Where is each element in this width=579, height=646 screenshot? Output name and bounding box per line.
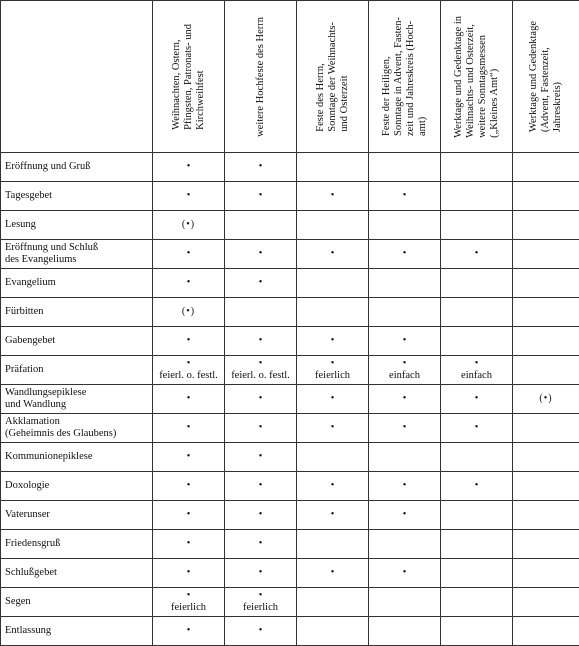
- table-cell: [153, 414, 225, 443]
- cell-mark: •: [403, 480, 407, 491]
- table-cell: [297, 211, 369, 240]
- table-cell: [369, 559, 441, 588]
- cell-mark: •: [187, 509, 191, 520]
- table-cell: [225, 211, 297, 240]
- table-cell: [153, 153, 225, 182]
- table-cell: [441, 211, 513, 240]
- table-row: [1, 588, 579, 617]
- row-label: Segen: [1, 588, 153, 617]
- table-cell: [513, 617, 579, 646]
- table-cell: [225, 588, 297, 617]
- row-label: Kommunionepiklese: [1, 443, 153, 472]
- table-cell: [441, 559, 513, 588]
- cell-note: feierlich: [153, 602, 224, 614]
- cell-mark: •: [475, 422, 479, 433]
- cell-mark: •: [187, 567, 191, 578]
- cell-mark: •: [259, 358, 263, 369]
- row-label: Präfation: [1, 356, 153, 385]
- table-cell: [297, 327, 369, 356]
- table-cell: [225, 617, 297, 646]
- cell-mark: •: [259, 335, 263, 346]
- table-cell: [369, 153, 441, 182]
- table-cell: [369, 472, 441, 501]
- table-cell: [369, 240, 441, 269]
- column-header-text: Werktage und Gedenktage in Weihnachts- und Osterzeit, weitere Sonntagsmessen („Kleines Amt“): [453, 16, 501, 138]
- table-cell: [297, 501, 369, 530]
- cell-mark: •: [403, 422, 407, 433]
- cell-mark: •: [259, 393, 263, 404]
- table-row: [1, 559, 579, 588]
- cell-mark: •: [187, 190, 191, 201]
- table-cell: [441, 588, 513, 617]
- table-cell: [153, 501, 225, 530]
- cell-mark: •: [187, 335, 191, 346]
- cell-mark: (•): [539, 393, 552, 404]
- cell-mark: •: [187, 358, 191, 369]
- table-row: [1, 385, 579, 414]
- cell-mark: •: [259, 480, 263, 491]
- cell-mark: •: [187, 590, 191, 601]
- cell-mark: •: [187, 538, 191, 549]
- table-cell: [441, 530, 513, 559]
- column-header: [369, 1, 441, 153]
- table-row: [1, 443, 579, 472]
- cell-mark: •: [331, 567, 335, 578]
- table-row: [1, 617, 579, 646]
- table-cell: [441, 240, 513, 269]
- table-cell: [369, 414, 441, 443]
- table-cell: [225, 298, 297, 327]
- row-label: Entlassung: [1, 617, 153, 646]
- cell-mark: •: [259, 509, 263, 520]
- table-cell: [513, 501, 579, 530]
- table-cell: [513, 443, 579, 472]
- table-cell: [225, 414, 297, 443]
- cell-mark: •: [403, 335, 407, 346]
- table-row: [1, 269, 579, 298]
- row-label: Akklamation (Geheimnis des Glaubens): [1, 414, 153, 443]
- table-cell: [441, 501, 513, 530]
- table-cell: [297, 559, 369, 588]
- column-header-text: Feste der Heiligen, Sonntage in Advent, Fasten- zeit und Jahreskreis (Hoch- amt): [381, 17, 429, 136]
- table-cell: [369, 385, 441, 414]
- table-cell: [441, 414, 513, 443]
- table-row: [1, 327, 579, 356]
- cell-mark: •: [403, 567, 407, 578]
- table-cell: [441, 385, 513, 414]
- table-cell: [225, 327, 297, 356]
- table-cell: [369, 298, 441, 327]
- cell-mark: •: [259, 248, 263, 259]
- cell-mark: •: [259, 422, 263, 433]
- table-cell: [297, 385, 369, 414]
- table-cell: [153, 269, 225, 298]
- table-row: [1, 211, 579, 240]
- cell-mark: •: [259, 277, 263, 288]
- table-cell: [297, 588, 369, 617]
- table-row: [1, 414, 579, 443]
- table-cell: [513, 472, 579, 501]
- table-cell: [297, 443, 369, 472]
- table-cell: [513, 385, 579, 414]
- cell-mark: •: [403, 358, 407, 369]
- cell-mark: •: [403, 190, 407, 201]
- table-cell: [153, 472, 225, 501]
- table-cell: [513, 298, 579, 327]
- table-cell: [153, 530, 225, 559]
- table-cell: [369, 443, 441, 472]
- table-row: [1, 298, 579, 327]
- table-cell: [225, 530, 297, 559]
- table-cell: [441, 327, 513, 356]
- cell-mark: •: [259, 451, 263, 462]
- table-cell: [153, 327, 225, 356]
- cell-mark: •: [259, 625, 263, 636]
- cell-mark: •: [259, 538, 263, 549]
- table-cell: [297, 240, 369, 269]
- table-cell: [513, 414, 579, 443]
- row-label: Lesung: [1, 211, 153, 240]
- cell-mark: •: [475, 480, 479, 491]
- cell-mark: •: [331, 190, 335, 201]
- table-cell: [225, 472, 297, 501]
- table-cell: [153, 443, 225, 472]
- table-cell: [297, 530, 369, 559]
- cell-mark: •: [475, 393, 479, 404]
- table-cell: [369, 182, 441, 211]
- column-header-text: Weihnachten, Ostern, Pfingsten, Patronats- und Kirchweihfest: [171, 24, 207, 130]
- table-cell: [153, 559, 225, 588]
- cell-note: einfach: [441, 370, 512, 382]
- cell-mark: •: [403, 248, 407, 259]
- table-cell: [153, 588, 225, 617]
- cell-mark: •: [331, 335, 335, 346]
- column-header-text: Werktage und Gedenktage (Advent, Fastenzeit, Jahreskreis): [528, 21, 564, 132]
- table-cell: [297, 182, 369, 211]
- table-cell: [369, 327, 441, 356]
- table-cell: [441, 356, 513, 385]
- cell-mark: •: [331, 422, 335, 433]
- table-cell: [369, 588, 441, 617]
- header-row: [1, 1, 579, 153]
- table-cell: [225, 501, 297, 530]
- row-label: Wandlungsepiklese und Wandlung: [1, 385, 153, 414]
- table-cell: [513, 182, 579, 211]
- table-cell: [297, 269, 369, 298]
- column-header: [153, 1, 225, 153]
- cell-mark: •: [331, 393, 335, 404]
- cell-mark: •: [475, 248, 479, 259]
- row-label: Gabengebet: [1, 327, 153, 356]
- table-cell: [225, 269, 297, 298]
- cell-note: feierl. o. festl.: [153, 370, 224, 382]
- table-row: [1, 182, 579, 211]
- table-cell: [441, 443, 513, 472]
- cell-mark: •: [475, 358, 479, 369]
- cell-note: einfach: [369, 370, 440, 382]
- cell-mark: •: [259, 161, 263, 172]
- table-cell: [153, 298, 225, 327]
- table-cell: [513, 356, 579, 385]
- table-row: [1, 501, 579, 530]
- table-cell: [369, 530, 441, 559]
- row-label: Tagesgebet: [1, 182, 153, 211]
- cell-mark: •: [259, 590, 263, 601]
- cell-note: feierlich: [225, 602, 296, 614]
- table-row: [1, 153, 579, 182]
- cell-mark: •: [331, 248, 335, 259]
- cell-mark: •: [187, 625, 191, 636]
- cell-mark: •: [187, 161, 191, 172]
- table-cell: [153, 240, 225, 269]
- table-cell: [513, 530, 579, 559]
- table-cell: [441, 153, 513, 182]
- cell-mark: •: [331, 509, 335, 520]
- table-cell: [225, 153, 297, 182]
- table-cell: [297, 298, 369, 327]
- table-cell: [369, 617, 441, 646]
- row-label: Eröffnung und Gruß: [1, 153, 153, 182]
- table-cell: [513, 588, 579, 617]
- cell-mark: •: [259, 190, 263, 201]
- cell-mark: •: [331, 358, 335, 369]
- table-cell: [297, 356, 369, 385]
- table-cell: [153, 182, 225, 211]
- row-label: Eröffnung und Schluß des Evangeliums: [1, 240, 153, 269]
- column-header: [513, 1, 579, 153]
- table-cell: [297, 414, 369, 443]
- table-row: [1, 530, 579, 559]
- table-cell: [225, 559, 297, 588]
- table-cell: [297, 472, 369, 501]
- table-cell: [225, 182, 297, 211]
- row-label: Doxologie: [1, 472, 153, 501]
- cell-mark: •: [187, 451, 191, 462]
- table-cell: [153, 211, 225, 240]
- cell-mark: (•): [182, 306, 195, 317]
- table-row: [1, 240, 579, 269]
- header-corner: [1, 1, 153, 153]
- table-cell: [153, 385, 225, 414]
- table-cell: [369, 211, 441, 240]
- table-cell: [153, 356, 225, 385]
- column-header: [441, 1, 513, 153]
- row-label: Vaterunser: [1, 501, 153, 530]
- table-cell: [441, 182, 513, 211]
- table-cell: [225, 443, 297, 472]
- table-cell: [441, 472, 513, 501]
- table-cell: [513, 153, 579, 182]
- row-label: Schlußgebet: [1, 559, 153, 588]
- cell-note: feierlich: [297, 370, 368, 382]
- table-cell: [513, 327, 579, 356]
- row-label: Friedensgruß: [1, 530, 153, 559]
- row-label: Evangelium: [1, 269, 153, 298]
- cell-mark: •: [187, 422, 191, 433]
- cell-mark: •: [187, 248, 191, 259]
- table-cell: [225, 385, 297, 414]
- table-cell: [513, 240, 579, 269]
- row-label: Fürbitten: [1, 298, 153, 327]
- table-cell: [513, 269, 579, 298]
- cell-mark: •: [187, 480, 191, 491]
- table-cell: [225, 356, 297, 385]
- table-row: [1, 472, 579, 501]
- cell-note: feierl. o. festl.: [225, 370, 296, 382]
- table-cell: [369, 269, 441, 298]
- column-header: [225, 1, 297, 153]
- table-cell: [297, 153, 369, 182]
- table-cell: [513, 211, 579, 240]
- table-cell: [369, 501, 441, 530]
- table-cell: [441, 269, 513, 298]
- cell-mark: •: [403, 509, 407, 520]
- table-cell: [513, 559, 579, 588]
- column-header-text: weitere Hochfeste des Herrn: [255, 17, 267, 137]
- table-cell: [153, 617, 225, 646]
- cell-mark: •: [259, 567, 263, 578]
- table-cell: [441, 617, 513, 646]
- table-row: [1, 356, 579, 385]
- column-header-text: Feste des Herrn, Sonntage der Weihnachts- und Osterzeit: [315, 22, 351, 132]
- table-cell: [441, 298, 513, 327]
- column-header: [297, 1, 369, 153]
- table-cell: [369, 356, 441, 385]
- cell-mark: •: [403, 393, 407, 404]
- table-cell: [297, 617, 369, 646]
- cell-mark: •: [331, 480, 335, 491]
- table-cell: [225, 240, 297, 269]
- cell-mark: •: [187, 393, 191, 404]
- cell-mark: (•): [182, 219, 195, 230]
- cell-mark: •: [187, 277, 191, 288]
